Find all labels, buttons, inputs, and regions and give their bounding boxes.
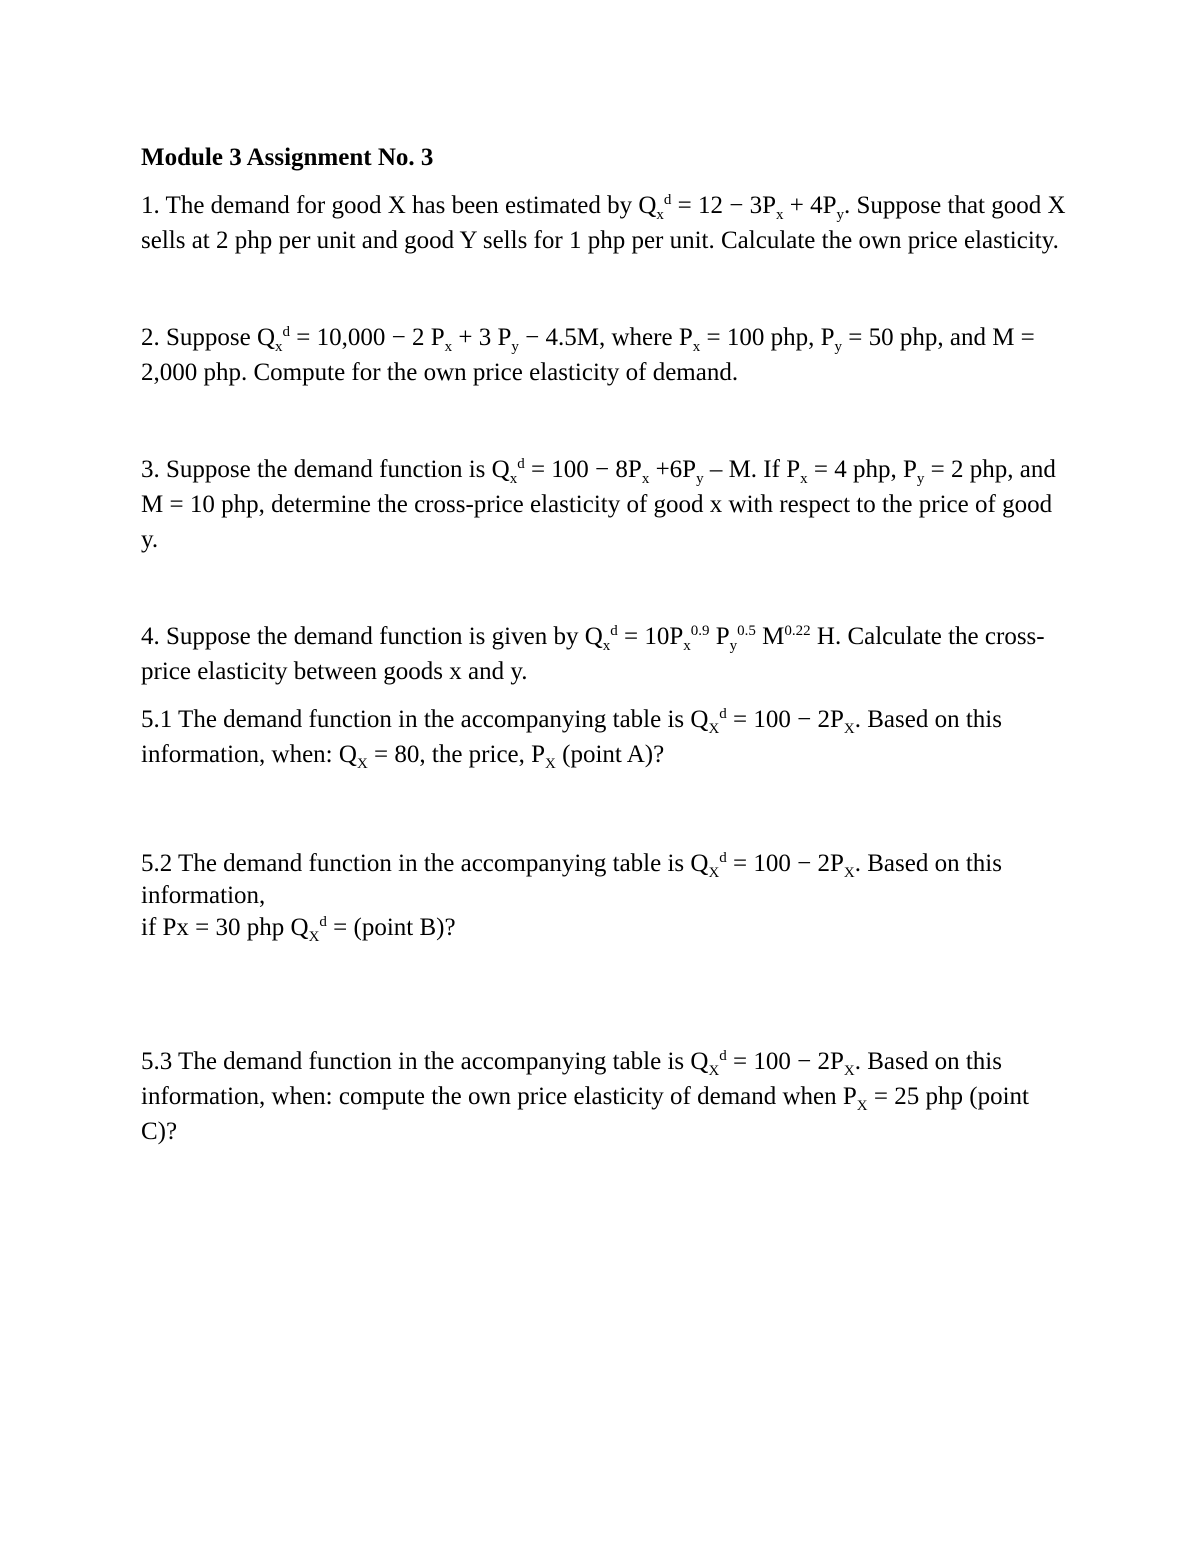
question-4: 4. Suppose the demand function is given by $Q_x^d = 10P_x^{0.9}$ $P_y^{0.5}$ $M^{0.22}$ H. Calculate the cross-price elasticity between goods x and y. [141,622,1045,685]
question-2: 2. Suppose $Q_x^d = 10,000 - 2$ $P_x + 3$ $P_y - 4.5M$, where $P_x = 100$ php, $P_y = 50$ php, and M = 2,000 php. Compute for the own price elasticity of demand. [141,323,1035,386]
document-body [141,140,1071,1149]
question-5-3: 5.3 The demand function in the accompanying table is $Q_X^d = 100 - 2P_X$. Based on this information, when: compute the own price elasticity of demand when $P_X = 25$ php (point C)? [141,1047,1029,1145]
document-title: Module 3 Assignment No. 3 [141,144,434,171]
question-5-1: 5.1 The demand function in the accompanying table is $Q_X^d = 100 - 2P_X$. Based on this information, when: $Q_X = 80$, the price, $P_X$ (point A)? [141,705,1002,772]
question-3: 3. Suppose the demand function is $Q_x^d = 100 - 8P_x +6P_y - M$. If $P_x = 4$ php, $P_y = 2$ php, and M = 10 php, determine the cross-price elasticity of good x with respect to the price of good y. [141,455,1056,553]
question-5-2: 5.2 The demand function in the accompanying table is $Q_X^d = 100 - 2P_X$. Based on this information, if Px = 30 php $Q_X^d$ = (point B)? [141,849,1002,945]
question-1: 1. The demand for good X has been estimated by $Q_x^d = 12 - 3P_x + 4P_y$. Suppose that good X sells at 2 php per unit and good Y sells for 1 php per unit. Calculate the own price elasticity. [141,191,1066,254]
